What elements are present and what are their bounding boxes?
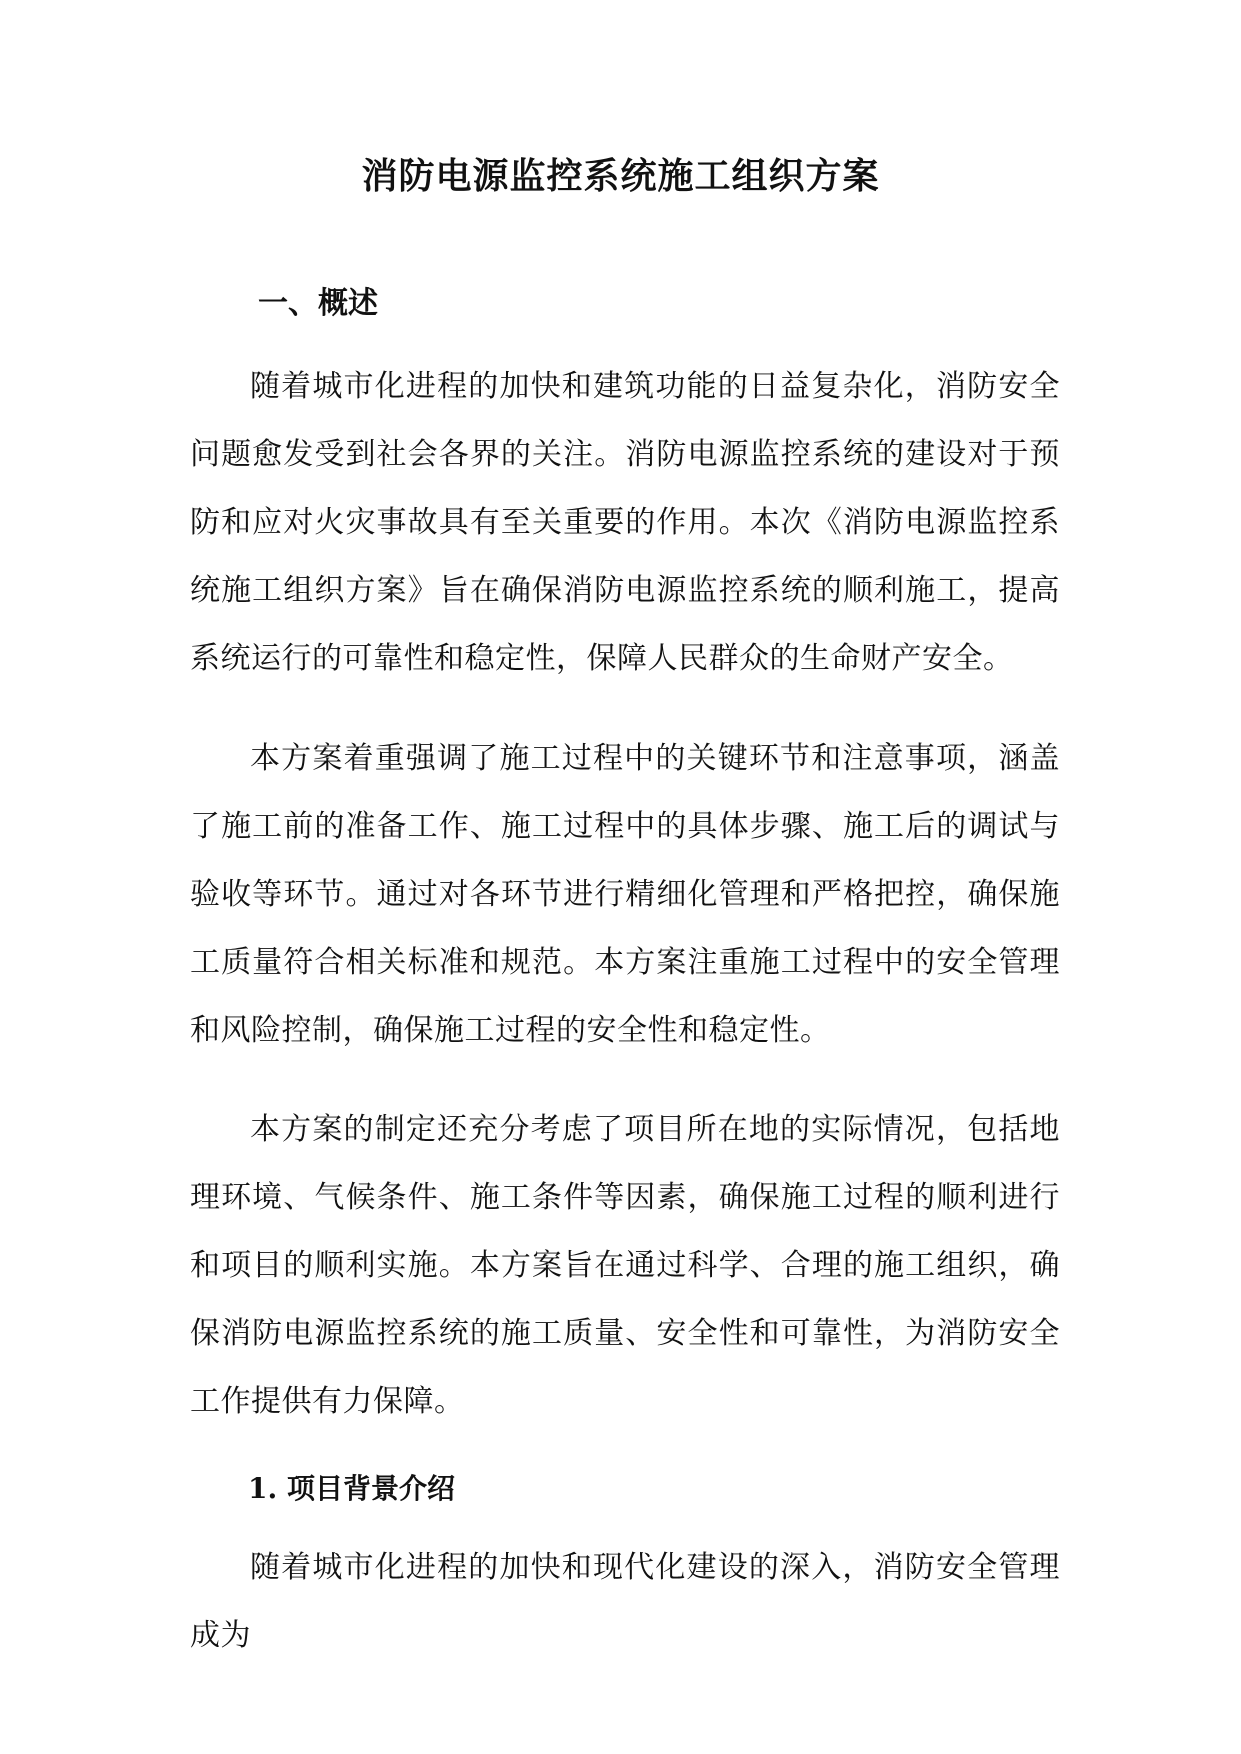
paragraph-1: 随着城市化进程的加快和建筑功能的日益复杂化，消防安全问题愈发受到社会各界的关注。消防电源监控系统的建设对于预防和应对火灾事故具有至关重要的作用。本次《消防电源监控系统施工组织方案》旨在确保消防电源监控系统的顺利施工，提高系统运行的可靠性和稳定性，保障人民群众的生命财产安全。 [190,369,1060,676]
paragraph-3: 本方案的制定还充分考虑了项目所在地的实际情况，包括地理环境、气候条件、施工条件等因素，确保施工过程的顺利进行和项目的顺利实施。本方案旨在通过科学、合理的施工组织，确保消防电源监控系统的施工质量、安全性和可靠性，为消防安全工作提供有力保障。 [190,1112,1060,1419]
section-heading-overview: 一、概述 [258,286,378,321]
subsection-heading-project-background: 1. 项目背景介绍 [248,1472,455,1505]
document-title: 消防电源监控系统施工组织方案 [361,155,880,197]
paragraph-2: 本方案着重强调了施工过程中的关键环节和注意事项，涵盖了施工前的准备工作、施工过程中的具体步骤、施工后的调试与验收等环节。通过对各环节进行精细化管理和严格把控，确保施工质量符合相关标准和规范。本方案注重施工过程中的安全管理和风险控制，确保施工过程的安全性和稳定性。 [190,741,1060,1048]
paragraph-4: 随着城市化进程的加快和现代化建设的深入，消防安全管理成为 [190,1550,1060,1653]
